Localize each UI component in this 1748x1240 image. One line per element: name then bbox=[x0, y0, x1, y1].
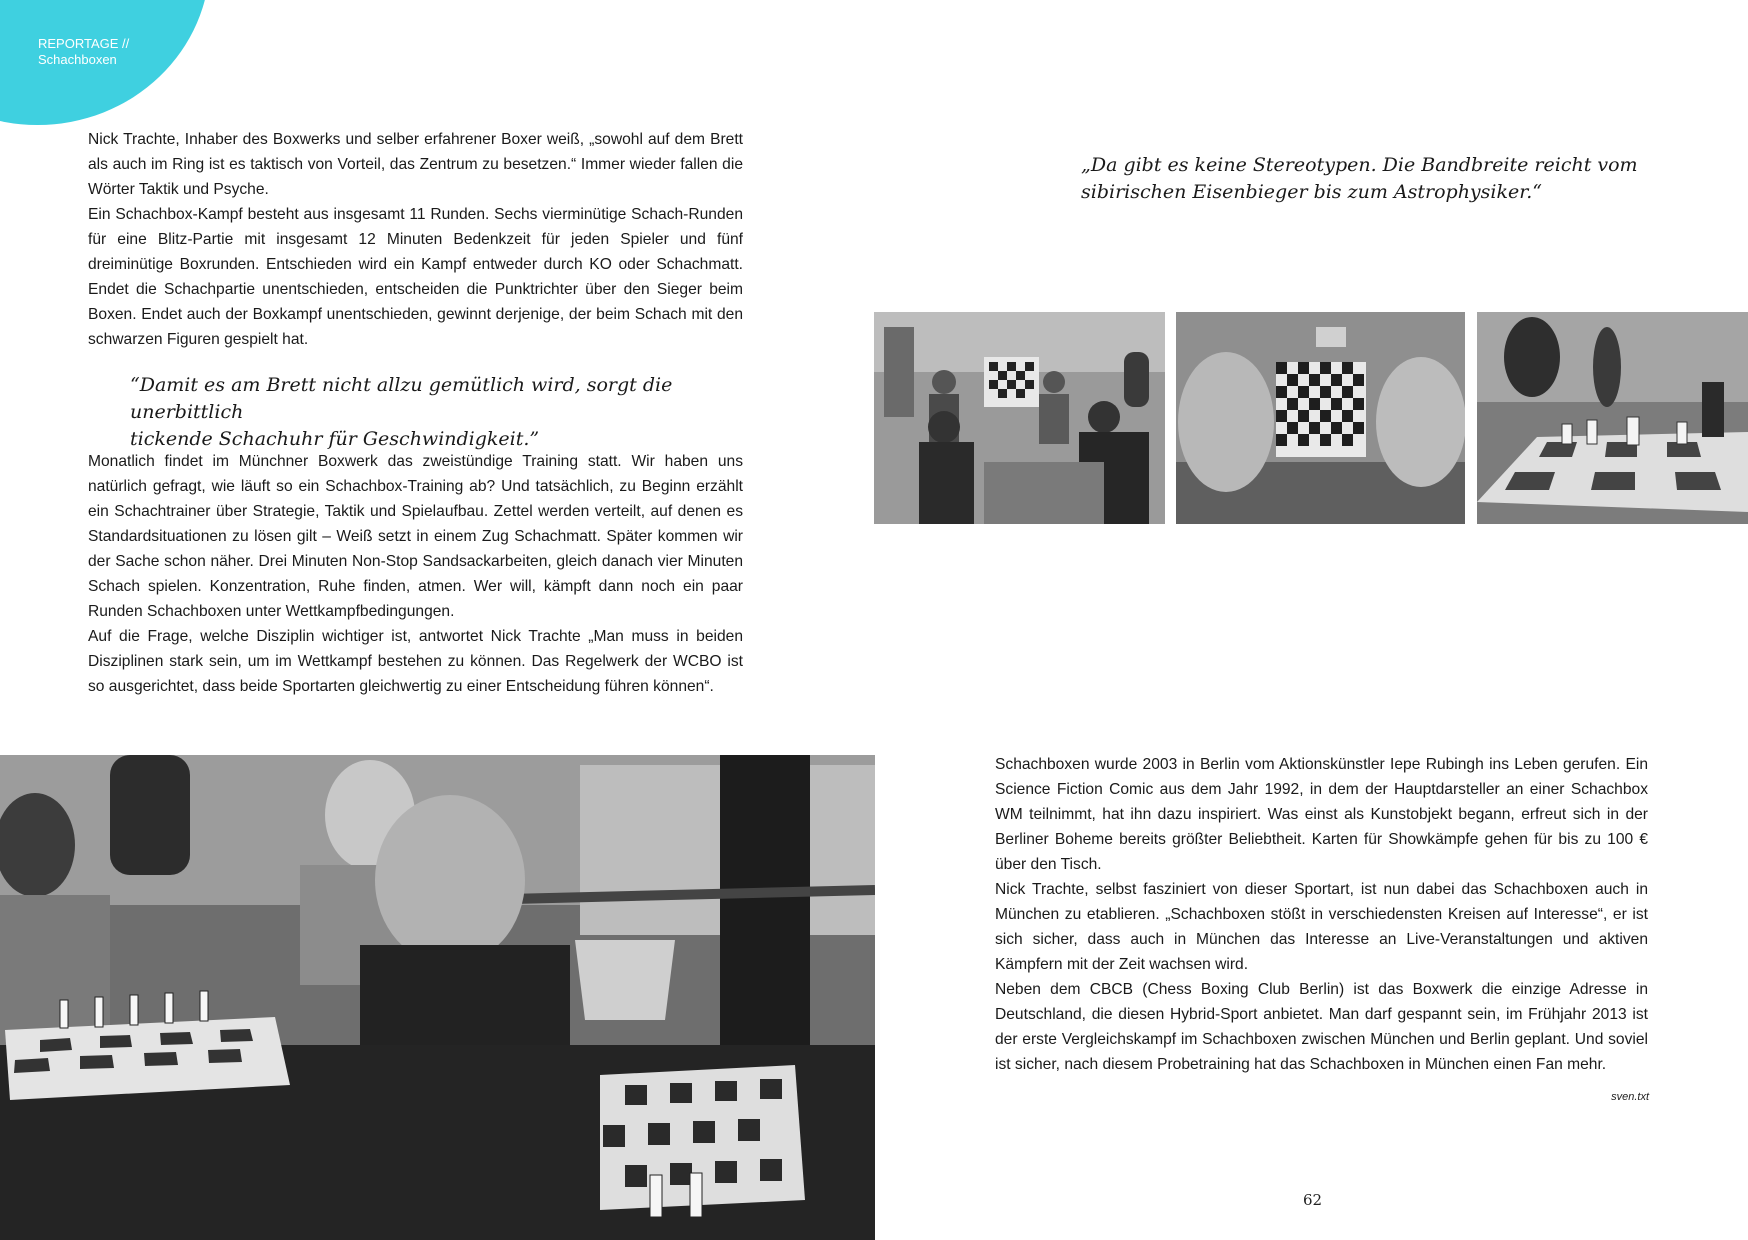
right-body-text bbox=[995, 752, 1648, 1077]
photo-players-at-ring bbox=[0, 755, 875, 1240]
page-number: 62 bbox=[1303, 1191, 1323, 1209]
author-signature: sven.txt bbox=[1611, 1091, 1649, 1103]
paragraph: Ein Schachbox-Kampf besteht aus insgesamt 11 Runden. Sechs vierminütige Schach-Runden für eine Blitz-Partie mit insgesamt 12 Minuten Bedenkzeit für jeden Spieler und fünf dreiminütige Boxrunden. Entschieden wird ein Kampf entweder durch KO oder Schachmatt. Endet die Schachpartie unentschieden, entscheiden die Punktrichter über den Sieger beim Boxen. Endet auch der Boxkampf unentschieden, gewinnt derjenige, der beim Schach mit den schwarzen Figuren gespielt hat. bbox=[88, 206, 743, 348]
section-label bbox=[38, 36, 129, 68]
photo-chessboard-overhead bbox=[1176, 312, 1465, 524]
photo-giant-chessboard bbox=[1477, 312, 1748, 524]
paragraph: Monatlich findet im Münchner Boxwerk das zweistündige Training statt. Wir haben uns natürlich gefragt, wie läuft so ein Schachbox-Training ab? Und tatsächlich, zu Beginn erzählt ein Schachtrainer über Strategie, Taktik und Spielaufbau. Zettel werden verteilt, auf denen es Standardsituationen zu lösen gilt – Weiß setzt in einem Zug Schachmatt. Später kommen wir der Sache schon näher. Drei Minuten Non-Stop Sandsackarbeiten, gleich danach vier Minuten Schach spielen. Konzentration, Ruhe finden, atmen. Wer will, kämpft dann noch ein paar Runden Schachboxen unter Wettkampfbedingungen. bbox=[88, 453, 743, 620]
section-title: REPORTAGE // bbox=[38, 36, 130, 51]
left-body-text-2 bbox=[88, 449, 743, 699]
quote-line: sibirischen Eisenbieger bis zum Astrophysiker.“ bbox=[1081, 181, 1542, 203]
paragraph: Nick Trachte, selbst fasziniert von dieser Sportart, ist nun dabei das Schachboxen auch in München zu etablieren. „Schachboxen stößt in verschiedensten Kreisen auf Interesse“, er ist sich sicher, dass auch in München das Interesse an Live-Veranstaltungen und aktiven Kämpfern mit der Zeit wachsen wird. bbox=[995, 881, 1648, 973]
quote-line: “Damit es am Brett nicht allzu gemütlich wird, sorgt die unerbittlich bbox=[130, 374, 673, 423]
quote-line: „Da gibt es keine Stereotypen. Die Bandbreite reicht vom bbox=[1081, 154, 1638, 176]
photo-training-room bbox=[874, 312, 1165, 524]
pull-quote-left bbox=[130, 372, 750, 453]
pull-quote-right bbox=[1081, 152, 1701, 206]
quote-line: tickende Schachuhr für Geschwindigkeit.” bbox=[130, 428, 540, 450]
paragraph: Neben dem CBCB (Chess Boxing Club Berlin) ist das Boxwerk die einzige Adresse in Deutschland, die diesen Hybrid-Sport anbietet. Man darf gespannt sein, im Frühjahr 2013 ist der erste Vergleichskampf im Schachboxen zwischen München und Berlin geplant. Und soviel ist sicher, nach diesem Probetraining hat das Schachboxen in München einen Fan mehr. bbox=[995, 981, 1648, 1073]
paragraph: Auf die Frage, welche Disziplin wichtiger ist, antwortet Nick Trachte „Man muss in beiden Disziplinen stark sein, um im Wettkampf bestehen zu können. Das Regelwerk der WCBO ist so ausgerichtet, dass beide Sportarten gleichwertig zu einer Entscheidung führen können“. bbox=[88, 628, 743, 695]
paragraph: Nick Trachte, Inhaber des Boxwerks und selber erfahrener Boxer weiß, „sowohl auf dem Brett als auch im Ring ist es taktisch von Vorteil, das Zentrum zu besetzen.“ Immer wieder fallen die Wörter Taktik und Psyche. bbox=[88, 131, 743, 198]
paragraph: Schachboxen wurde 2003 in Berlin vom Aktionskünstler Iepe Rubingh ins Leben gerufen. Ein Science Fiction Comic aus dem Jahr 1992, in dem der Hauptdarsteller an einer Schachbox WM teilnimmt, hat ihn dazu inspiriert. Was einst als Kunstobjekt begann, erfreut sich in der Berliner Boheme bereits größter Beliebtheit. Karten für Showkämpfe gehen für bis zu 100 € über den Tisch. bbox=[995, 756, 1648, 873]
section-subtitle: Schachboxen bbox=[38, 52, 117, 67]
left-body-text-1 bbox=[88, 127, 743, 352]
